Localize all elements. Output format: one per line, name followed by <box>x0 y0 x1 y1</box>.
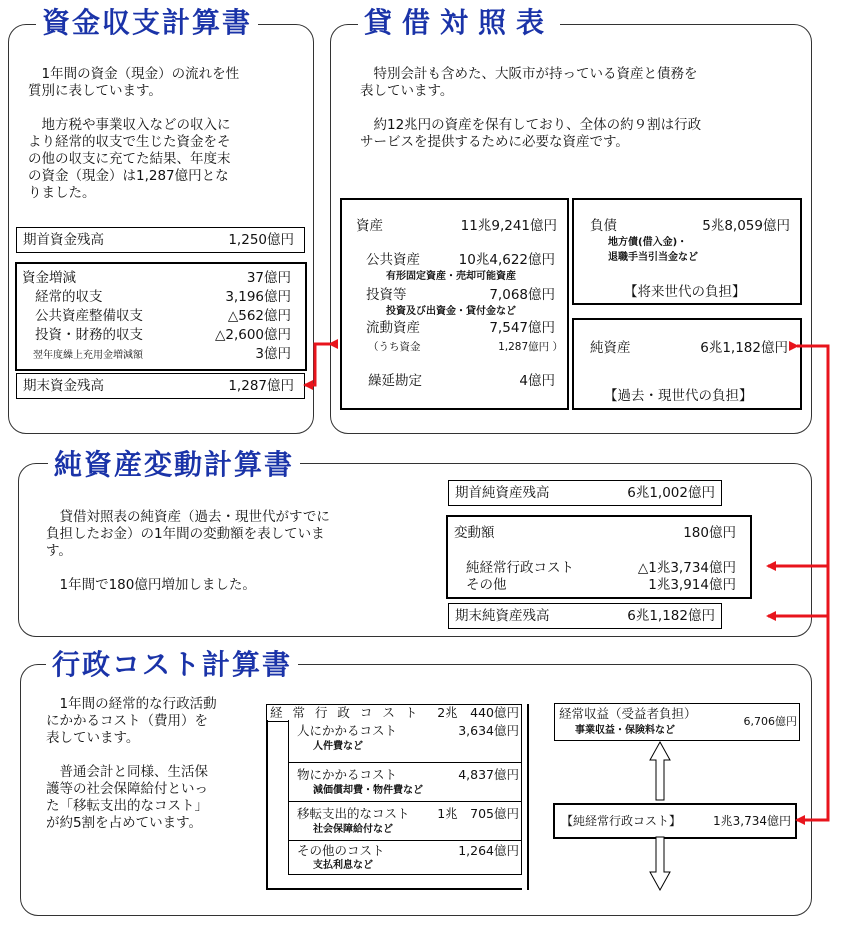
revenue-note: 事業収益・保険料など <box>575 725 675 736</box>
investments-value: 7,068億円 <box>489 287 555 303</box>
cash-item-label: 投資・財務的収支 <box>35 327 143 343</box>
cash-included-value: 1,287億円 ） <box>498 341 563 353</box>
cost-rows <box>288 720 522 875</box>
cash-item-value: △2,600億円 <box>214 327 291 343</box>
closing-cash-value: 1,287億円 <box>228 378 294 394</box>
cash-included-label: （うち資金 <box>368 341 421 353</box>
liabilities-label: 負債 <box>590 218 617 234</box>
cost-row-value: 1兆 705億円 <box>437 806 519 821</box>
cost-row-label: 人にかかるコスト <box>297 723 398 738</box>
public-assets-label: 公共資産 <box>366 252 420 268</box>
assets-value: 11兆9,241億円 <box>460 218 557 234</box>
investments-label: 投資等 <box>366 287 407 303</box>
cost-row <box>289 841 521 874</box>
closing-net-assets-value: 6兆1,182億円 <box>627 608 715 624</box>
admin-cost-description: 1年間の経常的な行政活動 にかかるコスト（費用）を 表しています。 普通会計と同様、生活保 護等の社会保障給付といっ た「移転支出的なコスト」 が約5割を占めています。 <box>46 696 217 831</box>
cash-item-label: 経常的収支 <box>35 289 103 305</box>
cash-change-value: 37億円 <box>246 270 291 286</box>
opening-net-assets-value: 6兆1,002億円 <box>627 485 715 501</box>
cost-divider <box>527 704 529 890</box>
cash-item-value: 3,196億円 <box>225 289 291 305</box>
net-cost-value: △1兆3,734億円 <box>637 560 736 576</box>
cost-row-note: 社会保障給付など <box>313 824 393 835</box>
revenue-value: 6,706億円 <box>743 715 797 728</box>
opening-net-assets-label: 期首純資産残高 <box>455 485 550 501</box>
liabilities-box <box>572 198 802 305</box>
cost-row-label: 物にかかるコスト <box>297 767 398 782</box>
opening-cash-box <box>16 227 305 253</box>
closing-net-assets-box <box>448 603 722 629</box>
investments-note: 投資及び出資金・貸付金など <box>386 306 516 317</box>
public-assets-note: 有形固定資産・売却可能資産 <box>386 271 516 282</box>
net-cost-label: 純経常行政コスト <box>466 560 574 576</box>
cost-row <box>289 720 521 763</box>
cost-row-value: 3,634億円 <box>458 723 519 738</box>
cost-row-value: 1,264億円 <box>458 843 519 858</box>
liabilities-note: 地方債(借入金)・ <box>608 237 688 248</box>
cost-total-value: 2兆 440億円 <box>437 705 519 720</box>
admin-cost-title: 行政コスト計算書 <box>46 648 298 682</box>
current-assets-value: 7,547億円 <box>489 320 555 336</box>
opening-cash-value: 1,250億円 <box>228 232 294 248</box>
present-burden-label: 【過去・現世代の負担】 <box>604 388 753 404</box>
cost-row-label: 移転支出的なコスト <box>297 806 410 821</box>
cash-change-label: 資金増減 <box>22 270 76 286</box>
opening-cash-label: 期首資金残高 <box>23 232 104 248</box>
other-label: その他 <box>466 577 507 593</box>
opening-net-assets-box <box>448 480 722 506</box>
net-assets-label: 純資産 <box>590 340 631 356</box>
net-admin-cost-label: 【純経常行政コスト】 <box>561 814 682 828</box>
revenue-box <box>554 703 800 741</box>
future-burden-label: 【将来世代の負担】 <box>624 284 746 300</box>
closing-cash-box <box>16 373 305 399</box>
current-assets-label: 流動資産 <box>366 320 420 336</box>
cost-row-value: 4,837億円 <box>458 767 519 782</box>
closing-net-assets-label: 期末純資産残高 <box>455 608 550 624</box>
cost-total-label: 経 常 行 政 コ ス ト <box>270 705 421 720</box>
liabilities-note: 退職手当引当金など <box>608 252 698 263</box>
cash-change-box <box>15 262 307 371</box>
deferred-value: 4億円 <box>519 373 555 389</box>
cashflow-title: 資金収支計算書 <box>36 6 258 40</box>
net-assets-value: 6兆1,182億円 <box>700 340 788 356</box>
cash-adjust-label: 翌年度繰上充用金増減額 <box>33 350 143 361</box>
assets-label: 資産 <box>356 218 383 234</box>
cost-row <box>289 802 521 841</box>
cash-adjust-value: 3億円 <box>255 346 291 362</box>
net-change-description: 貸借対照表の純資産（過去・現世代がすでに 負担したお金）の1年間の変動額を表していま す。 1年間で180億円増加しました。 <box>46 509 330 593</box>
cashflow-description: 1年間の資金（現金）の流れを性 質別に表しています。 地方税や事業収入などの収入に より経常的収支で生じた資金をそ の他の収支に充てた結果、年度末 の資金（現金）は1,287億円とな りました。 <box>28 66 240 201</box>
closing-cash-label: 期末資金残高 <box>23 378 104 394</box>
revenue-label: 経常収益（受益者負担） <box>559 706 697 721</box>
change-amount-value: 180億円 <box>683 525 736 541</box>
net-admin-cost-value: 1兆3,734億円 <box>713 814 791 828</box>
deferred-label: 繰延勘定 <box>368 373 422 389</box>
cash-item-value: △562億円 <box>227 308 291 324</box>
cash-item-label: 公共資産整備収支 <box>35 308 143 324</box>
cost-table <box>266 704 522 890</box>
net-change-title: 純資産変動計算書 <box>48 448 300 482</box>
liabilities-value: 5兆8,059億円 <box>702 218 790 234</box>
net-admin-cost-box <box>553 803 797 839</box>
balance-description: 特別会計も含めた、大阪市が持っている資産と債務を 表しています。 約12兆円の資産を保有しており、全体の約９割は行政 サービスを提供するために必要な資産です。 <box>360 66 702 150</box>
cost-row-note: 減価償却費・物件費など <box>313 785 423 796</box>
other-value: 1兆3,914億円 <box>648 577 736 593</box>
net-change-box <box>446 515 752 599</box>
net-assets-box <box>572 318 802 410</box>
balance-title: 貸借対照表 <box>358 6 560 40</box>
change-amount-label: 変動額 <box>454 525 495 541</box>
cost-row-note: 人件費など <box>313 741 363 752</box>
cost-row-note: 支払利息など <box>313 860 373 871</box>
cost-row <box>289 763 521 802</box>
assets-box <box>340 198 569 410</box>
cost-row-label: その他のコスト <box>297 843 385 858</box>
public-assets-value: 10兆4,622億円 <box>458 252 555 268</box>
